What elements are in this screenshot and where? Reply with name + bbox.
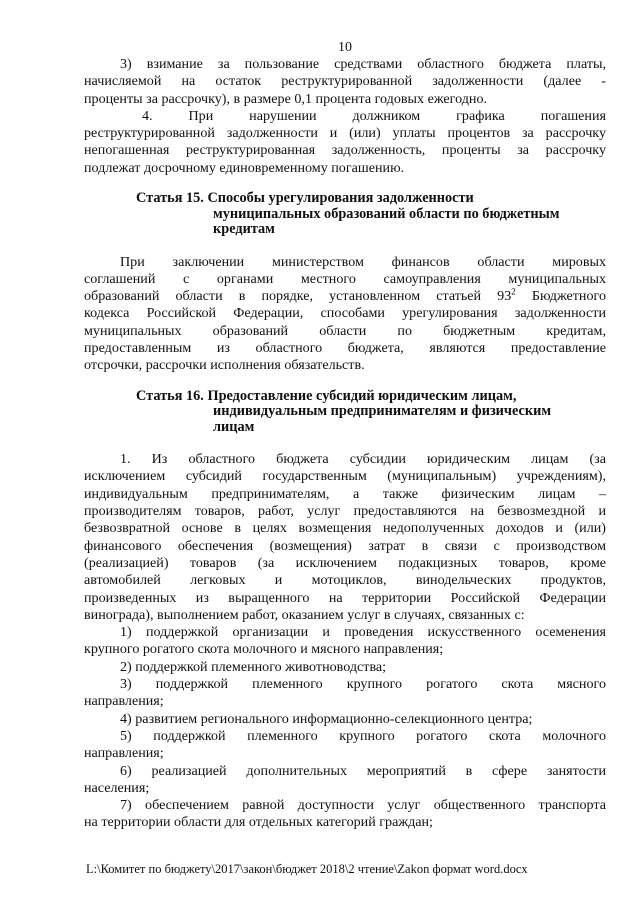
list-item xyxy=(84,711,606,728)
text-line: отсрочки, рассрочки исполнения обязательств. xyxy=(84,357,365,374)
text-line: 1) поддержкой организации и проведения искусственного осеменения xyxy=(120,624,606,641)
article-16-intro xyxy=(84,451,606,624)
text-line: исключением субсидий государственным (муниципальным) учреждениям), xyxy=(84,468,606,485)
paragraph-3 xyxy=(84,56,606,108)
text-line-with-sup xyxy=(84,288,606,305)
list-item xyxy=(84,797,606,832)
article-16-title-line: индивидуальным предпринимателям и физическим xyxy=(213,403,552,420)
text-line: реструктурированной задолженности и (или) уплаты процентов за рассрочку xyxy=(84,125,606,142)
text-line: 3) поддержкой племенного крупного рогатого скота мясного xyxy=(120,676,606,693)
article-15-title-line: Статья 15. Способы урегулирования задолженности xyxy=(136,190,474,207)
text-fragment: образований области в порядке, установленном статьей 93 xyxy=(84,288,512,305)
text-line: крупного рогатого скота молочного и мясного направления; xyxy=(84,641,444,658)
text-line: 3) взимание за пользование средствами областного бюджета платы, xyxy=(120,56,606,72)
text-line: финансового обеспечения (возмещения) затрат в связи с производством xyxy=(84,537,606,554)
text-line: на территории области для отдельных категорий граждан; xyxy=(84,814,433,831)
text-line: 6) реализацией дополнительных мероприятий в сфере занятости xyxy=(120,762,606,779)
text-line: кодекса Российской Федерации, способами урегулирования задолженности xyxy=(84,305,606,322)
text-line: муниципальных образований области по бюджетным кредитам, xyxy=(84,322,606,339)
document-body xyxy=(84,56,606,832)
text-line: 1. Из областного бюджета субсидии юридическим лицам (за xyxy=(120,451,606,468)
text-line: 4) развитием регионального информационно-селекционного центра; xyxy=(120,710,533,727)
paragraph-4 xyxy=(84,108,606,177)
text-line: произведенных из выращенного на территории Российской Федерации xyxy=(84,589,606,606)
text-line: 7) обеспечением равной доступности услуг общественного транспорта xyxy=(120,797,606,814)
text-line: проценты за рассрочку), в размере 0,1 процента годовых ежегодно. xyxy=(84,90,488,107)
text-line: населения; xyxy=(84,779,150,796)
page-number: 10 xyxy=(338,40,352,55)
list-item xyxy=(84,659,606,676)
text-line: направления; xyxy=(84,745,164,762)
text-fragment: Бюджетного xyxy=(515,288,606,305)
text-line: соглашений с органами местного самоуправления муниципальных xyxy=(84,270,606,287)
text-line: производителям товаров, работ, услуг предоставляются на безвозмездной и xyxy=(84,503,606,520)
text-line: безвозвратной основе в целях возмещения недополученных доходов и (или) xyxy=(84,520,606,537)
article-15-paragraph xyxy=(84,254,606,375)
text-line: При заключении министерством финансов области мировых xyxy=(120,253,606,270)
article-16-title-line: Статья 16. Предоставление субсидий юридическим лицам, xyxy=(136,387,517,404)
text-line: подлежат досрочному единовременному погашению. xyxy=(84,159,405,176)
article-15-heading xyxy=(136,191,606,238)
superscript: 2 xyxy=(511,286,516,297)
article-16-title-line: лицам xyxy=(213,418,255,435)
text-line: автомобилей легковых и мотоциклов, винодельческих продуктов, xyxy=(84,572,606,589)
text-line: предоставленным из областного бюджета, являются предоставление xyxy=(84,340,606,357)
text-line: направления; xyxy=(84,693,164,710)
footer-file-path: L:\Комитет по бюджету\2017\закон\бюджет 2018\2 чтение\Zakon формат word.docx xyxy=(86,862,528,876)
article-15-title-line: муниципальных образований области по бюджетным xyxy=(213,205,560,222)
list-item xyxy=(84,728,606,763)
article-15-title-line: кредитам xyxy=(213,221,275,238)
text-line: индивидуальным предпринимателям, а также физическим лицам – xyxy=(84,485,606,502)
text-line: непогашенная реструктурированная задолженность, проценты за рассрочку xyxy=(84,142,606,159)
list-item xyxy=(84,763,606,798)
text-line: 5) поддержкой племенного крупного рогатого скота молочного xyxy=(120,727,606,744)
list-item xyxy=(84,676,606,711)
text-line: винограда), выполнением работ, оказанием услуг в случаях, связанных с: xyxy=(84,606,525,623)
list-item xyxy=(84,624,606,659)
text-line: 2) поддержкой племенного животноводства; xyxy=(120,658,387,675)
text-line: начисляемой на остаток реструктурированной задолженности (далее - xyxy=(84,73,606,90)
text-line: (реализацией) товаров (за исключением подакцизных товаров, кроме xyxy=(84,554,606,571)
article-16-heading xyxy=(136,389,606,436)
text-line: 4. При нарушении должником графика погашения xyxy=(142,107,606,124)
